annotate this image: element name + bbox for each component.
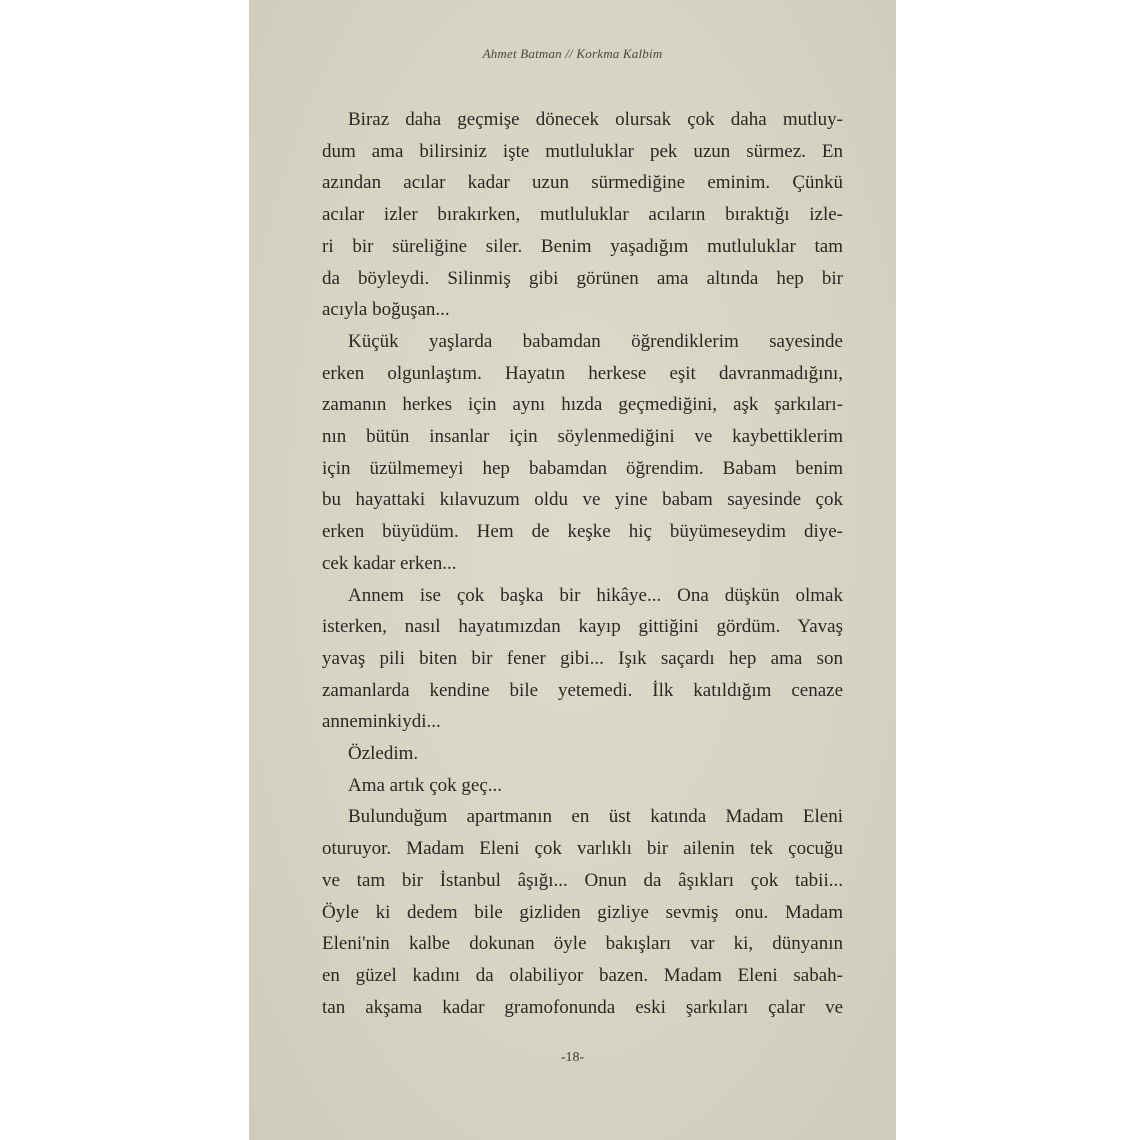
text-line: oturuyor. Madam Eleni çok varlıklı bir ailenin tek çocuğu <box>322 838 843 860</box>
text-line: Özledim. <box>348 743 419 765</box>
text-line: tan akşama kadar gramofonunda eski şarkıları çalar ve <box>322 996 843 1018</box>
text-line: Küçük yaşlarda babamdan öğrendiklerim sayesinde <box>348 330 843 352</box>
text-line: ve tam bir İstanbul âşığı... Onun da âşıkları çok tabii... <box>322 869 843 891</box>
text-line: bu hayattaki kılavuzum oldu ve yine babam sayesinde çok <box>322 489 843 511</box>
text-line: cek kadar erken... <box>322 552 457 574</box>
text-line: Annem ise çok başka bir hikâye... Ona düşkün olmak <box>348 584 843 606</box>
text-line: isterken, nasıl hayatımızdan kayıp gittiğini gördüm. Yavaş <box>322 616 843 638</box>
text-line: nın bütün insanlar için söylenmediğini ve kaybettiklerim <box>322 426 843 448</box>
text-line: Ama artık çok geç... <box>348 774 503 796</box>
text-line: acıyla boğuşan... <box>322 299 450 321</box>
text-line: dum ama bilirsiniz işte mutluluklar pek uzun sürmez. En <box>322 140 843 162</box>
text-line: acılar izler bırakırken, mutluluklar acıların bıraktığı izle- <box>322 204 843 226</box>
text-line: en güzel kadını da olabiliyor bazen. Madam Eleni sabah- <box>322 964 843 986</box>
body-text <box>322 104 843 1023</box>
text-line: için üzülmemeyi hep babamdan öğrendim. Babam benim <box>322 457 843 479</box>
text-line: erken olgunlaştım. Hayatın herkese eşit davranmadığını, <box>322 362 843 384</box>
text-line: azından acılar kadar uzun sürmediğine eminim. Çünkü <box>322 172 843 194</box>
text-line: yavaş pili biten bir fener gibi... Işık saçardı hep ama son <box>322 647 843 669</box>
text-line: da böyleydi. Silinmiş gibi görünen ama altında hep bir <box>322 267 843 289</box>
text-line: zamanlarda kendine bile yetemedi. İlk katıldığım cenaze <box>322 679 843 701</box>
text-line: Eleni'nin kalbe dokunan öyle bakışları var ki, dünyanın <box>322 933 843 955</box>
text-line: Biraz daha geçmişe dönecek olursak çok daha mutluy- <box>348 109 843 130</box>
text-line: Bulunduğum apartmanın en üst katında Madam Eleni <box>348 806 843 828</box>
text-line: ri bir süreliğine siler. Benim yaşadığım mutluluklar tam <box>322 235 843 257</box>
text-line: anneminkiydi... <box>322 711 441 733</box>
page-number: -18- <box>560 1050 585 1065</box>
book-page <box>249 0 896 1140</box>
text-line: erken büyüdüm. Hem de keşke hiç büyümeseydim diye- <box>322 521 843 543</box>
text-line: zamanın herkes için aynı hızda geçmediğini, aşk şarkıları- <box>322 394 843 416</box>
text-line: Öyle ki dedem bile gizliden gizliye sevmiş onu. Madam <box>322 901 843 923</box>
running-head: Ahmet Batman // Korkma Kalbim <box>482 46 663 61</box>
